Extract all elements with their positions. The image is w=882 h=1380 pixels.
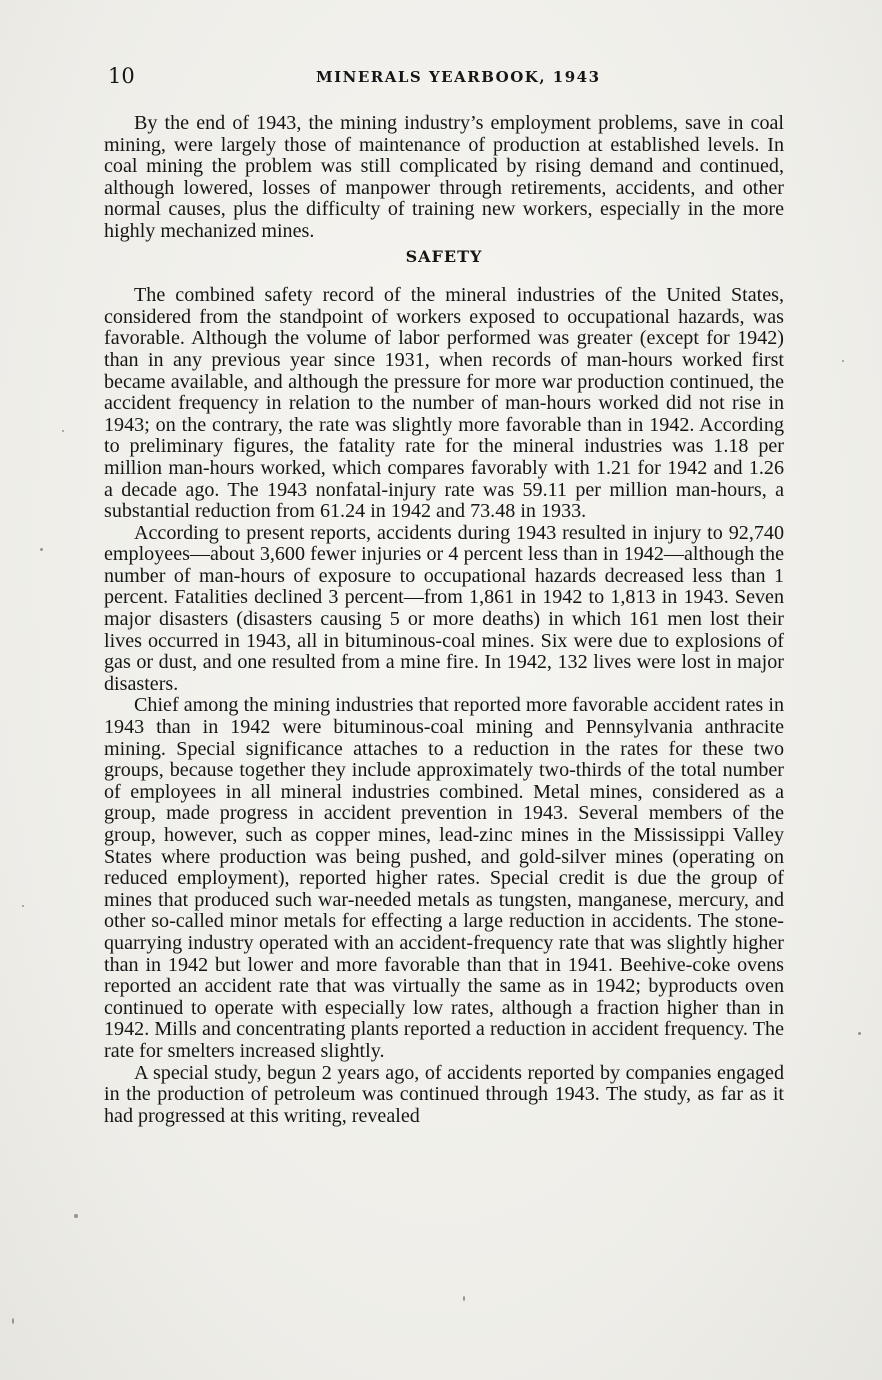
scan-speck [22, 905, 24, 907]
scan-speck [842, 360, 844, 362]
scan-speck [62, 430, 64, 432]
page-number: 10 [108, 64, 135, 88]
page-header [108, 64, 784, 96]
paragraph-industry-rates: Chief among the mining industries that reported more favorable accident rates in 1943 than in 1942 were bituminous-coal mining and Pennsylvania anthracite mining. Special significance attaches to a reduction in the rates for these two groups, because together they include approximately two-thirds of the total number of employees in all mineral industries combined. Metal mines, considered as a group, made progress in accident prevention in 1943. Several members of the group, however, such as copper mines, lead-zinc mines in the Mississippi Valley States where production was being pushed, and gold-silver mines (operating on reduced employment), reported higher rates. Special credit is due the group of mines that produced such war-needed metals as tungsten, manganese, mercury, and other so-called minor metals for effecting a large reduction in accidents. The stone-quarrying industry operated with an accident-frequency rate that was slightly higher than in 1942 but lower and more favorable than that in 1941. Beehive-coke ovens reported an accident rate that was virtually the same as in 1942; byproducts oven continued to operate with especially low rates, although a fraction higher than in 1942. Mills and concentrating plants reported a reduction in accident frequency. The rate for smelters increased slightly. [104, 694, 784, 1062]
paragraph-petroleum-study: A special study, begun 2 years ago, of accidents reported by companies engaged in the production of petroleum was continued through 1943. The study, as far as it had progressed at this writing, revealed [104, 1061, 784, 1127]
scan-speck [74, 1214, 78, 1218]
section-heading-safety: SAFETY [405, 246, 483, 266]
paragraph-accidents-1943: According to present reports, accidents during 1943 resulted in injury to 92,740 employees—about 3,600 fewer injuries or 4 percent less than in 1942—although the number of man-hours of exposure to occupational hazards decreased less than 1 percent. Fatalities declined 3 percent—from 1,861 in 1942 to 1,813 in 1943. Seven major disasters (disasters causing 5 or more deaths) in which 161 men lost their lives occurred in 1943, all in bituminous-coal mines. Six were due to explosions of gas or dust, and one resulted from a mine fire. In 1942, 132 lives were lost in major disasters. [104, 521, 784, 695]
paragraph-safety-record: The combined safety record of the mineral industries of the United States, considered from the standpoint of workers exposed to occupational hazards, was favorable. Although the volume of labor performed was greater (except for 1942) than in any previous year since 1931, when records of man-hours worked first became available, and although the pressure for more war production continued, the accident frequency in relation to the number of man-hours worked did not rise in 1943; on the contrary, the rate was slightly more favorable than in 1942. According to preliminary figures, the fatality rate for the mineral industries was 1.18 per million man-hours worked, which compares favorably with 1.21 for 1942 and 1.26 a decade ago. The 1943 nonfatal-injury rate was 59.11 per million man-hours, a substantial reduction from 61.24 in 1942 and 73.48 in 1933. [104, 284, 784, 523]
scan-speck [463, 1296, 465, 1301]
running-title: MINERALS YEARBOOK, 1943 [316, 68, 601, 86]
scan-speck [40, 548, 43, 551]
scan-speck [858, 1032, 861, 1035]
body-text [104, 113, 784, 1127]
scan-speck [12, 1318, 14, 1324]
paragraph-employment: By the end of 1943, the mining industry’s employment problems, save in coal mining, were largely those of maintenance of production at established levels. In coal mining the problem was still complicated by rising demand and continued, although lowered, losses of manpower through retirements, accidents, and other normal causes, plus the difficulty of training new workers, especially in the more highly mechanized mines. [104, 112, 784, 242]
